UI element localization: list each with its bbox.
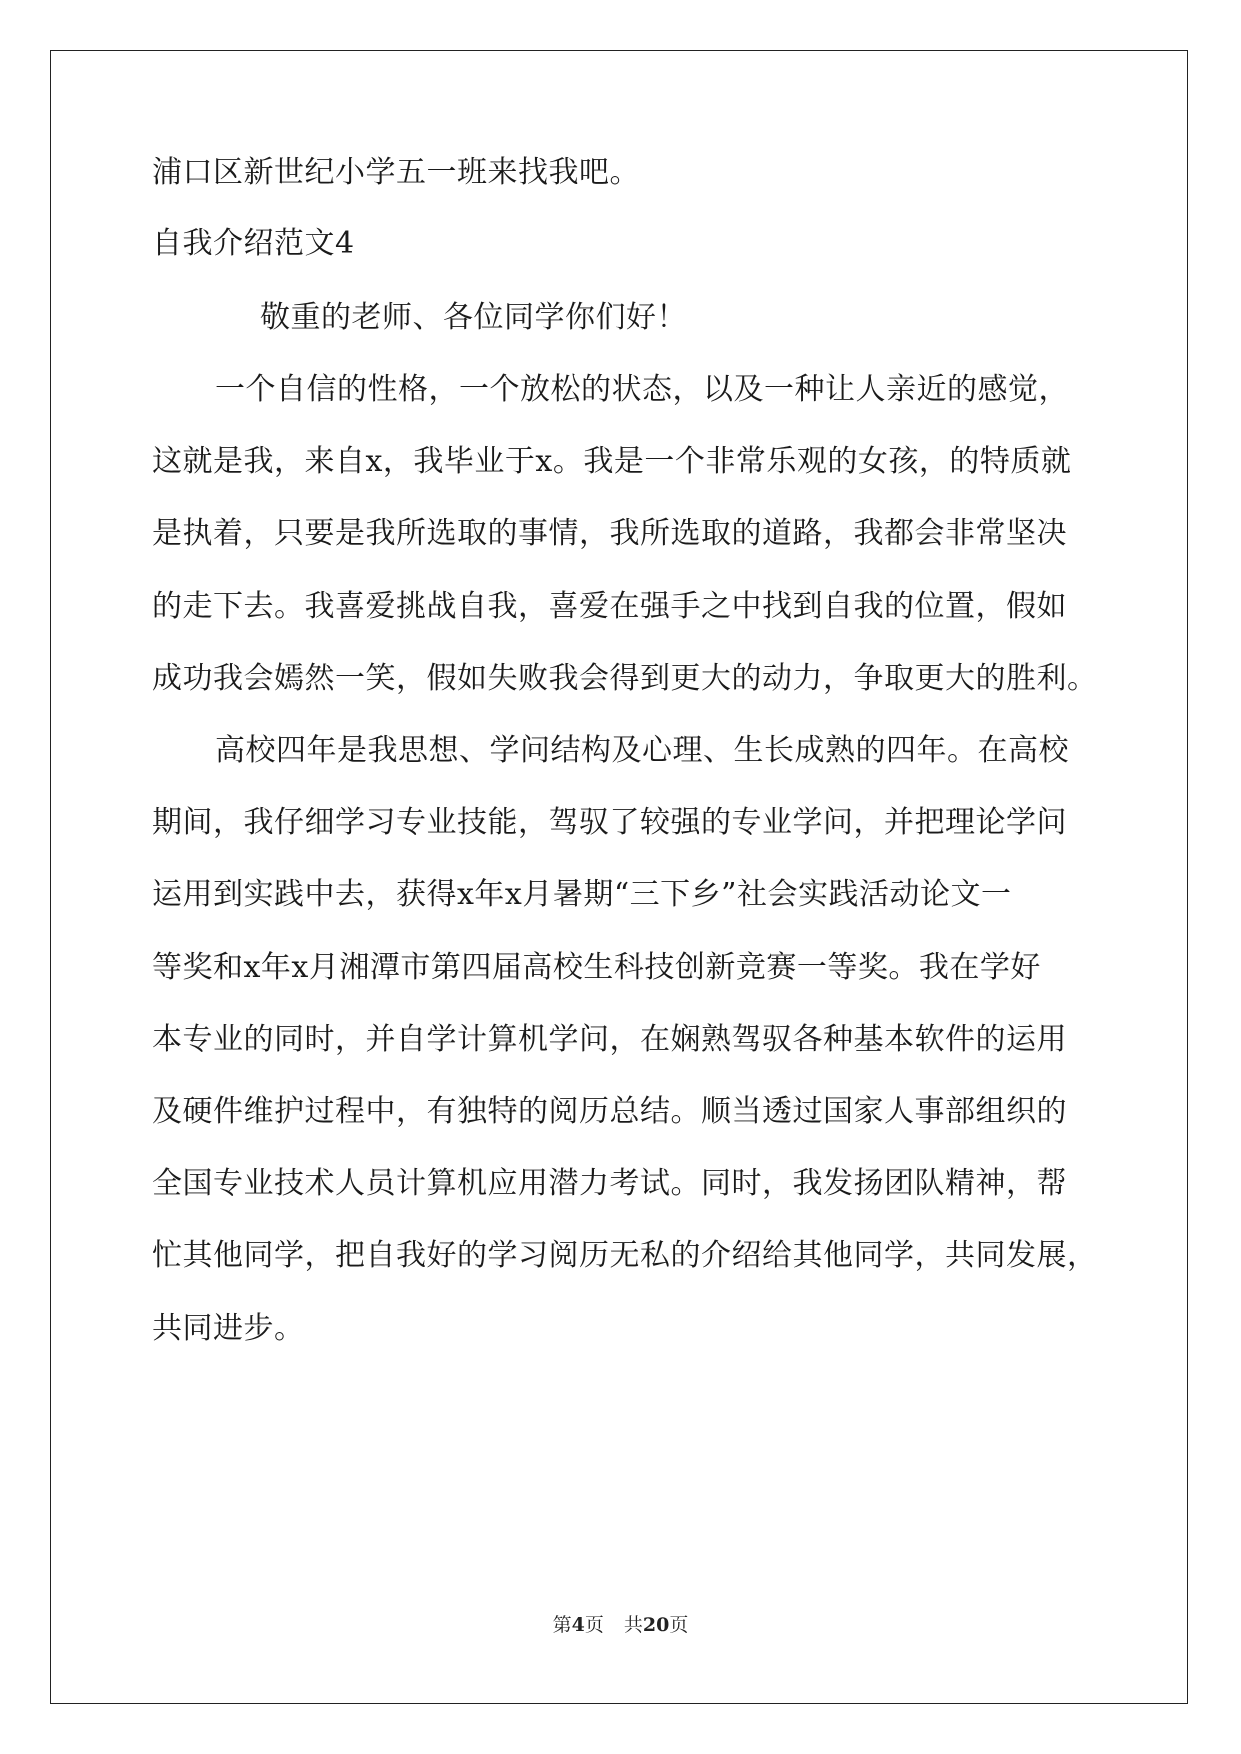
text-line: 期间，我仔细学习专业技能，驾驭了较强的专业学问，并把理论学问 [152, 805, 1067, 840]
text-line: 等奖和x年x月湘潭市第四届高校生科技创新竞赛一等奖。我在学好 [152, 950, 1041, 985]
text-line: 的走下去。我喜爱挑战自我，喜爱在强手之中找到自我的位置，假如 [152, 589, 1067, 624]
text-line: 一个自信的性格，一个放松的状态，以及一种让人亲近的感觉， [215, 372, 1069, 407]
total-suffix: 页 [669, 1614, 689, 1636]
text-line: 共同进步。 [152, 1311, 305, 1346]
text-line: 高校四年是我思想、学问结构及心理、生长成熟的四年。在高校 [215, 733, 1069, 768]
footer-prefix: 第 [552, 1614, 572, 1636]
text-line: 成功我会嫣然一笑，假如失败我会得到更大的动力，争取更大的胜利。 [152, 661, 1098, 696]
text-line: 本专业的同时，并自学计算机学问，在娴熟驾驭各种基本软件的运用 [152, 1022, 1067, 1057]
text-line: 浦口区新世纪小学五一班来找我吧。 [152, 155, 640, 190]
page-number: 4 [571, 1614, 585, 1636]
text-line: 运用到实践中去，获得x年x月暑期“三下乡”社会实践活动论文一 [152, 877, 1012, 912]
text-line: 全国专业技术人员计算机应用潜力考试。同时，我发扬团队精神，帮 [152, 1166, 1067, 1201]
text-line: 这就是我，来自x，我毕业于x。我是一个非常乐观的女孩，的特质就 [152, 444, 1072, 479]
text-line: 及硬件维护过程中，有独特的阅历总结。顺当透过国家人事部组织的 [152, 1094, 1067, 1129]
page-footer [0, 1612, 1241, 1638]
text-line: 忙其他同学，把自我好的学习阅历无私的介绍给其他同学，共同发展， [152, 1238, 1098, 1273]
total-pages: 20 [642, 1614, 670, 1636]
salutation: 敬重的老师、各位同学你们好！ [260, 300, 687, 335]
page-suffix: 页 [584, 1614, 604, 1636]
total-prefix: 共 [623, 1614, 643, 1636]
text-line: 是执着，只要是我所选取的事情，我所选取的道路，我都会非常坚决 [152, 516, 1067, 551]
section-heading: 自我介绍范文4 [152, 226, 355, 261]
